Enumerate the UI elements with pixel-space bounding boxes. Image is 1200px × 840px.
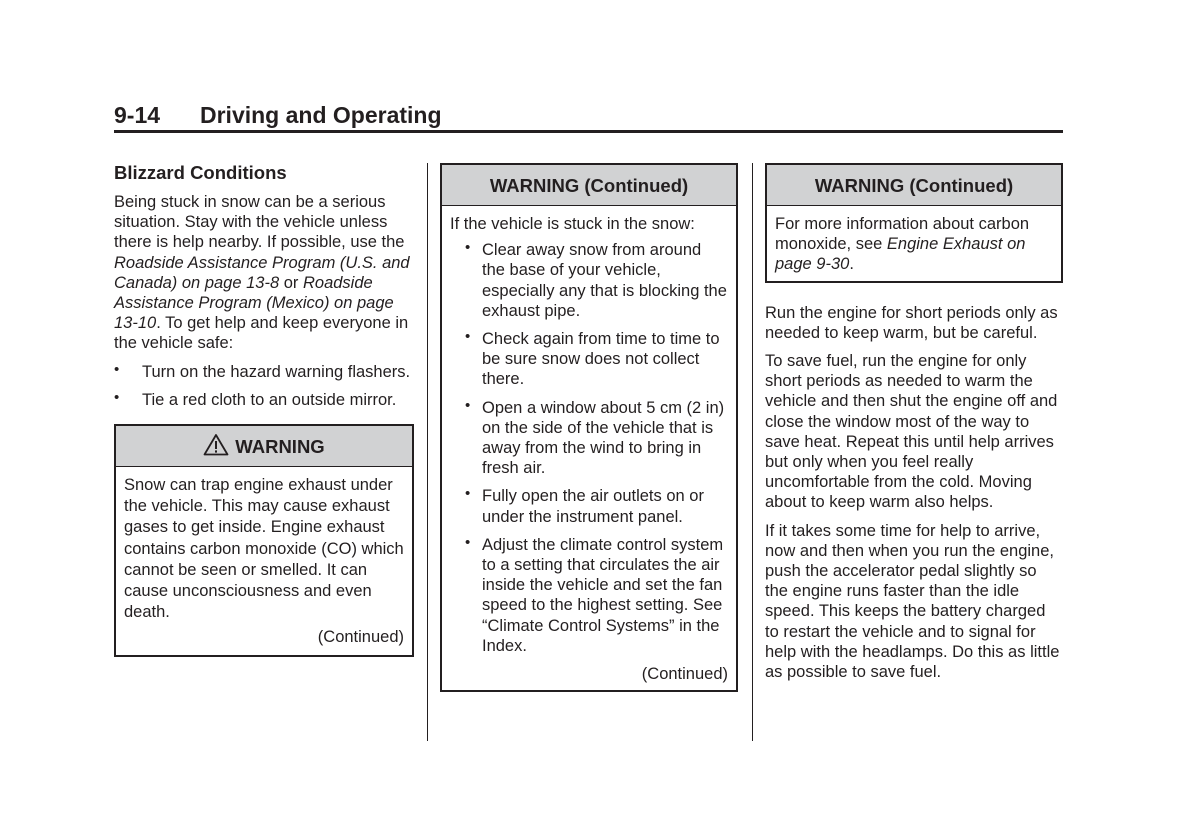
section-title: Driving and Operating bbox=[200, 102, 442, 128]
warning-body bbox=[442, 206, 736, 690]
warning-header: WARNING (Continued) bbox=[442, 165, 736, 206]
column-2 bbox=[440, 163, 738, 692]
column-divider bbox=[752, 163, 753, 741]
subsection-heading: Blizzard Conditions bbox=[114, 162, 287, 183]
warning-header: WARNING (Continued) bbox=[767, 165, 1061, 206]
page-reference: Engine Exhaust on page 9-30 bbox=[775, 235, 1026, 274]
list-item: • Fully open the air outlets on or under the instrument panel. bbox=[450, 486, 728, 526]
bullet-list bbox=[114, 362, 414, 410]
column-1 bbox=[114, 162, 414, 657]
page-header bbox=[114, 100, 1063, 133]
paragraph: To save fuel, run the engine for only short periods as needed to warm the vehicle and then shut the engine off and close the window most of the way to save heat. Repeat this until help arrives but only when you feel really uncomfortable from the cold. Moving about to keep warm also helps. bbox=[765, 352, 1058, 512]
page-number: 9-14 bbox=[114, 102, 161, 128]
warning-text: Snow can trap engine exhaust under the vehicle. This may cause exhaust gases to get inside. Engine exhaust contains carbon monoxide (CO) which cannot be seen or smelled. It can cause unconsciousness and even death. bbox=[124, 476, 404, 622]
warning-body bbox=[116, 467, 412, 655]
list-item: • Clear away snow from around the base of your vehicle, especially any that is blocking the exhaust pipe. bbox=[450, 240, 728, 321]
list-item: • Tie a red cloth to an outside mirror. bbox=[114, 390, 414, 410]
column-divider bbox=[427, 163, 428, 741]
list-item: • Turn on the hazard warning flashers. bbox=[114, 362, 414, 382]
intro-paragraph: Being stuck in snow can be a serious situation. Stay with the vehicle unless there is help nearby. If possible, use the Roadside Assistance Program (U.S. and Canada) on page 13-8 or Roadside Assistance Program (Mexico) on page 13-10. To get help and keep everyone in the vehicle safe: bbox=[114, 193, 410, 353]
list-item: • Open a window about 5 cm (2 in) on the side of the vehicle that is away from the wind to bring in fresh air. bbox=[450, 398, 728, 479]
warning-box-continued bbox=[765, 163, 1063, 283]
continued-label: (Continued) bbox=[641, 665, 728, 684]
warning-intro: If the vehicle is stuck in the snow: bbox=[450, 215, 695, 233]
warning-header bbox=[116, 426, 412, 467]
warning-box bbox=[114, 424, 414, 657]
warning-body bbox=[767, 206, 1061, 281]
warning-title: WARNING bbox=[235, 436, 325, 458]
page-reference: Roadside Assistance Program (Mexico) on page 13-10 bbox=[114, 273, 394, 333]
column-3 bbox=[765, 163, 1063, 690]
warning-bullet-list bbox=[450, 240, 728, 656]
list-item: • Adjust the climate control system to a setting that circulates the air inside the vehicle and set the fan speed to the highest setting. See “Climate Control Systems” in the Index. bbox=[450, 535, 728, 656]
warning-text: For more information about carbon monoxide, see Engine Exhaust on page 9-30. bbox=[775, 215, 1030, 274]
warning-box-continued bbox=[440, 163, 738, 692]
warning-triangle-icon bbox=[203, 433, 229, 456]
page-reference: Roadside Assistance Program (U.S. and Canada) on page 13-8 bbox=[114, 253, 410, 292]
paragraph: Run the engine for short periods only as needed to keep warm, but be careful. bbox=[765, 303, 1058, 342]
list-item: • Check again from time to time to be sure snow does not collect there. bbox=[450, 329, 728, 390]
paragraph: If it takes some time for help to arrive, now and then when you run the engine, push the accelerator pedal slightly so the engine runs faster than the idle speed. This keeps the battery charged to restart the vehicle and to signal for help with the headlamps. Do this as little as possible to save fuel. bbox=[765, 521, 1060, 682]
continued-label: (Continued) bbox=[317, 628, 404, 647]
